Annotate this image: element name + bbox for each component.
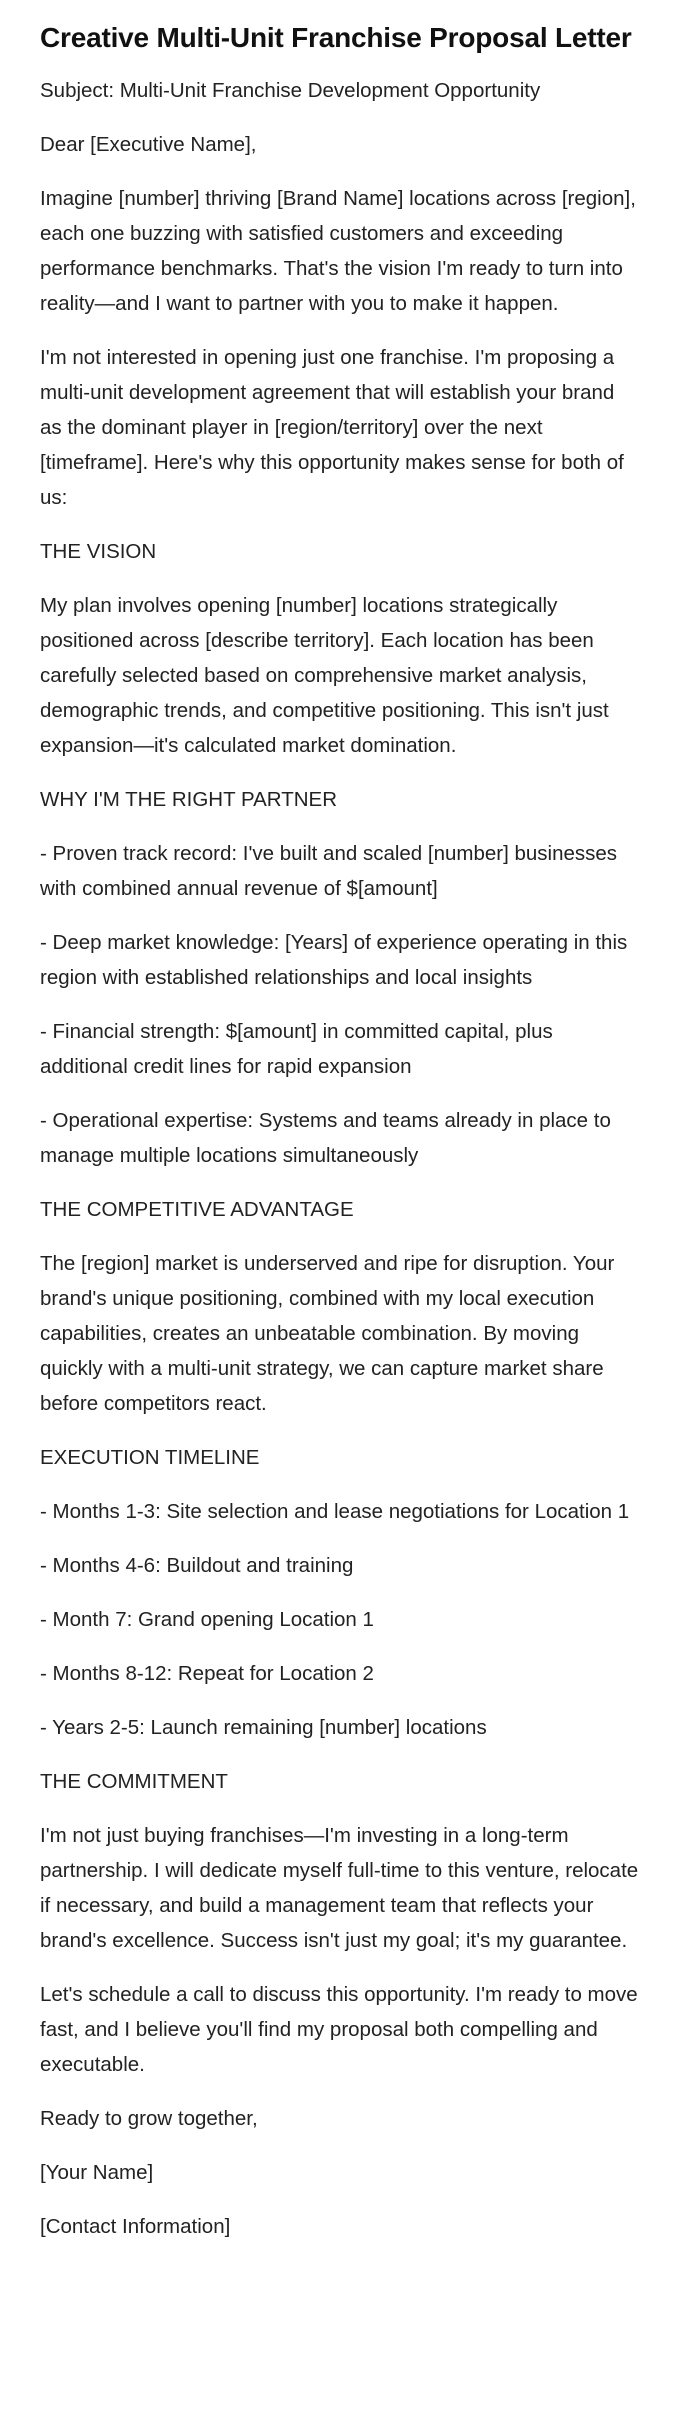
section-heading-partner: WHY I'M THE RIGHT PARTNER [40, 788, 338, 811]
subject-line: Subject: Multi-Unit Franchise Development Opportunity [40, 79, 541, 102]
timeline-item: - Months 4-6: Buildout and training [40, 1554, 354, 1577]
list-item: - Proven track record: I've built and scaled [number] businesses with combined annual revenue of $[amount] [40, 842, 618, 900]
signature-name: [Your Name] [40, 2161, 154, 2184]
proposal-paragraph: I'm not interested in opening just one franchise. I'm proposing a multi-unit development agreement that will establish your brand as the dominant player in [region/territory] over the next [timeframe]. Here's why this opportunity makes sense for both of us: [40, 346, 624, 509]
timeline-item: - Months 1-3: Site selection and lease negotiations for Location 1 [40, 1500, 630, 1523]
salutation: Dear [Executive Name], [40, 133, 257, 156]
closing: Ready to grow together, [40, 2107, 258, 2130]
section-heading-advantage: THE COMPETITIVE ADVANTAGE [40, 1198, 354, 1221]
advantage-paragraph: The [region] market is underserved and ripe for disruption. Your brand's unique positioning, combined with my local execution capabilities, creates an unbeatable combination. By moving quickly with a multi-unit strategy, we can capture market share before competitors react. [40, 1252, 615, 1415]
contact-information: [Contact Information] [40, 2215, 231, 2238]
list-item: - Deep market knowledge: [Years] of experience operating in this region with established relationships and local insights [40, 931, 628, 989]
timeline-item: - Years 2-5: Launch remaining [number] locations [40, 1716, 487, 1739]
timeline-item: - Months 8-12: Repeat for Location 2 [40, 1662, 374, 1685]
list-item: - Operational expertise: Systems and teams already in place to manage multiple locations simultaneously [40, 1109, 611, 1167]
letter-title: Creative Multi-Unit Franchise Proposal Letter [40, 22, 632, 53]
call-to-action-paragraph: Let's schedule a call to discuss this opportunity. I'm ready to move fast, and I believe you'll find my proposal both compelling and executable. [40, 1983, 638, 2076]
vision-paragraph: My plan involves opening [number] locations strategically positioned across [describe territory]. Each location has been carefully selected based on comprehensive market analysis, demographic trends, and competitive positioning. This isn't just expansion—it's calculated market domination. [40, 594, 609, 757]
section-heading-vision: THE VISION [40, 540, 157, 563]
list-item: - Financial strength: $[amount] in committed capital, plus additional credit lines for rapid expansion [40, 1020, 553, 1078]
intro-paragraph: Imagine [number] thriving [Brand Name] locations across [region], each one buzzing with satisfied customers and exceeding performance benchmarks. That's the vision I'm ready to turn into reality—and I want to partner with you to make it happen. [40, 187, 636, 315]
commitment-paragraph: I'm not just buying franchises—I'm investing in a long-term partnership. I will dedicate myself full-time to this venture, relocate if necessary, and build a management team that reflects your brand's excellence. Success isn't just my goal; it's my guarantee. [40, 1824, 639, 1952]
section-heading-timeline: EXECUTION TIMELINE [40, 1446, 260, 1469]
timeline-item: - Month 7: Grand opening Location 1 [40, 1608, 374, 1631]
section-heading-commitment: THE COMMITMENT [40, 1770, 228, 1793]
